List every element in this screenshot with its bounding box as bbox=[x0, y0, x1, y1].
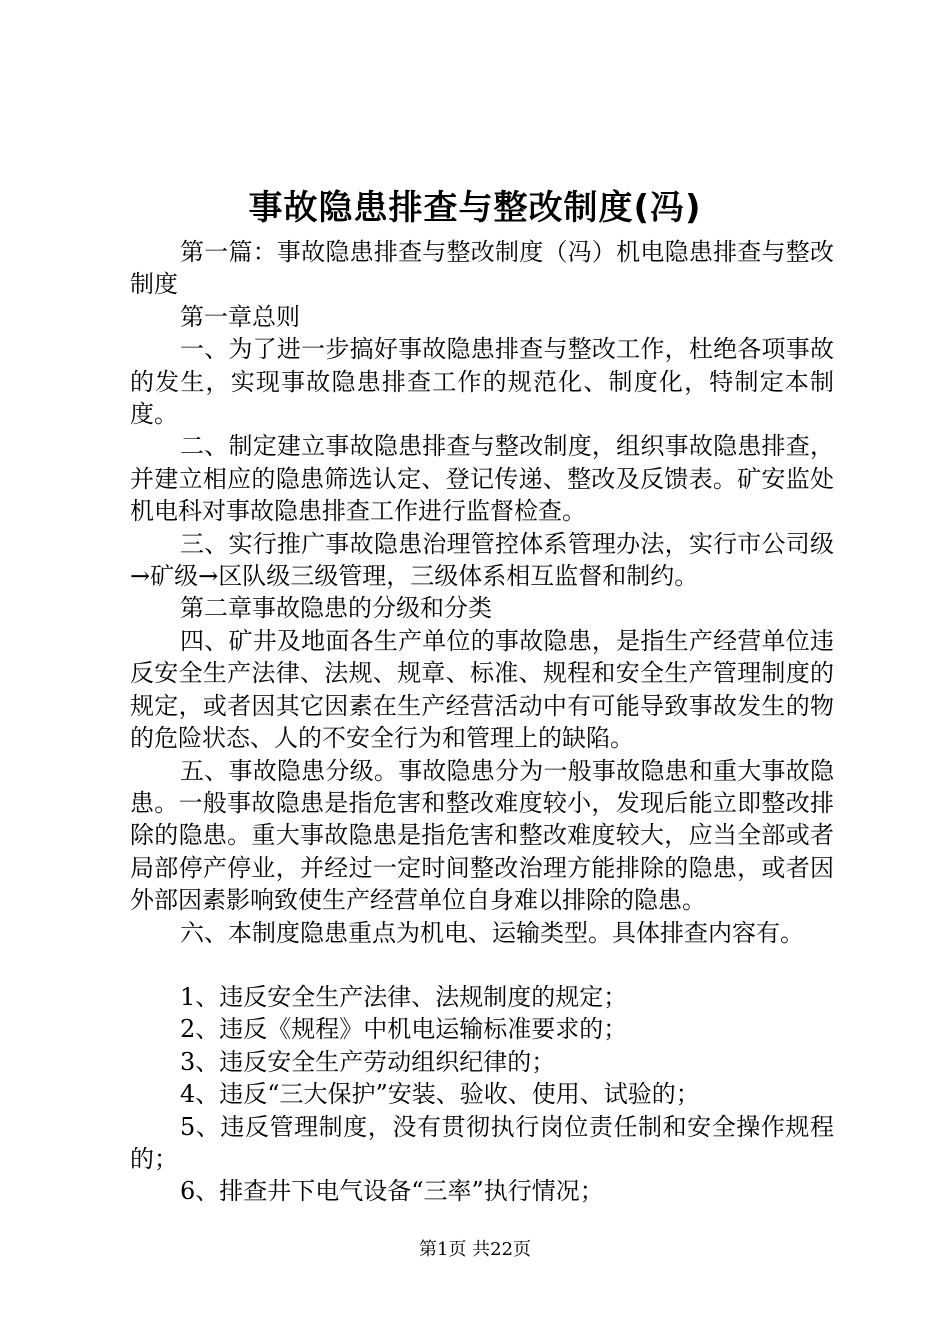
paragraph: 第一篇：事故隐患排查与整改制度（冯）机电隐患排查与整改制度 bbox=[130, 238, 834, 299]
paragraph: 六、本制度隐患重点为机电、运输类型。具体排查内容有。 bbox=[180, 918, 804, 947]
list-item: 2、违反《规程》中机电运输标准要求的； bbox=[180, 1015, 628, 1044]
list-item: 3、违反安全生产劳动组织纪律的； bbox=[180, 1047, 556, 1076]
paragraph: 四、矿井及地面各生产单位的事故隐患，是指生产经营单位违反安全生产法律、法规、规章、标准、规程和安全生产管理制度的规定，或者因其它因素在生产经营活动中有可能导致事故发生的物的危险状态、人的不安全行为和管理上的缺陷。 bbox=[130, 626, 834, 753]
list-item: 1、违反安全生产法律、法规制度的规定； bbox=[180, 982, 628, 1011]
paragraph: 一、为了进一步搞好事故隐患排查与整改工作，杜绝各项事故的发生，实现事故隐患排查工作的规范化、制度化，特制定本制度。 bbox=[130, 335, 834, 429]
document-body bbox=[130, 236, 834, 1208]
list-item: 4、违反“三大保护”安装、验收、使用、试验的； bbox=[180, 1080, 700, 1109]
paragraph: 五、事故隐患分级。事故隐患分为一般事故隐患和重大事故隐患。一般事故隐患是指危害和整改难度较小，发现后能立即整改排除的隐患。重大事故隐患是指危害和整改难度较大，应当全部或者局部停产停业，并经过一定时间整改治理方能排除的隐患，或者因外部因素影响致使生产经营单位自身难以排除的隐患。 bbox=[130, 756, 834, 915]
list-item: 5、违反管理制度，没有贯彻执行岗位责任制和安全操作规程的； bbox=[130, 1112, 834, 1173]
paragraph: 二、制定建立事故隐患排查与整改制度，组织事故隐患排查，并建立相应的隐患筛选认定、登记传递、整改及反馈表。矿安监处机电科对事故隐患排查工作进行监督检查。 bbox=[130, 432, 834, 526]
list-item: 6、排查井下电气设备“三率”执行情况； bbox=[180, 1177, 604, 1206]
blank-line bbox=[130, 949, 834, 981]
paragraph: 三、实行推广事故隐患治理管控体系管理办法，实行市公司级→矿级→区队级三级管理，三级体系相互监督和制约。 bbox=[130, 529, 834, 591]
chapter-heading: 第二章事故隐患的分级和分类 bbox=[180, 594, 492, 623]
chapter-heading: 第一章总则 bbox=[180, 302, 300, 331]
document-title: 事故隐患排查与整改制度(冯) bbox=[248, 188, 702, 228]
page-footer: 第1页 共22页 bbox=[418, 1239, 532, 1260]
